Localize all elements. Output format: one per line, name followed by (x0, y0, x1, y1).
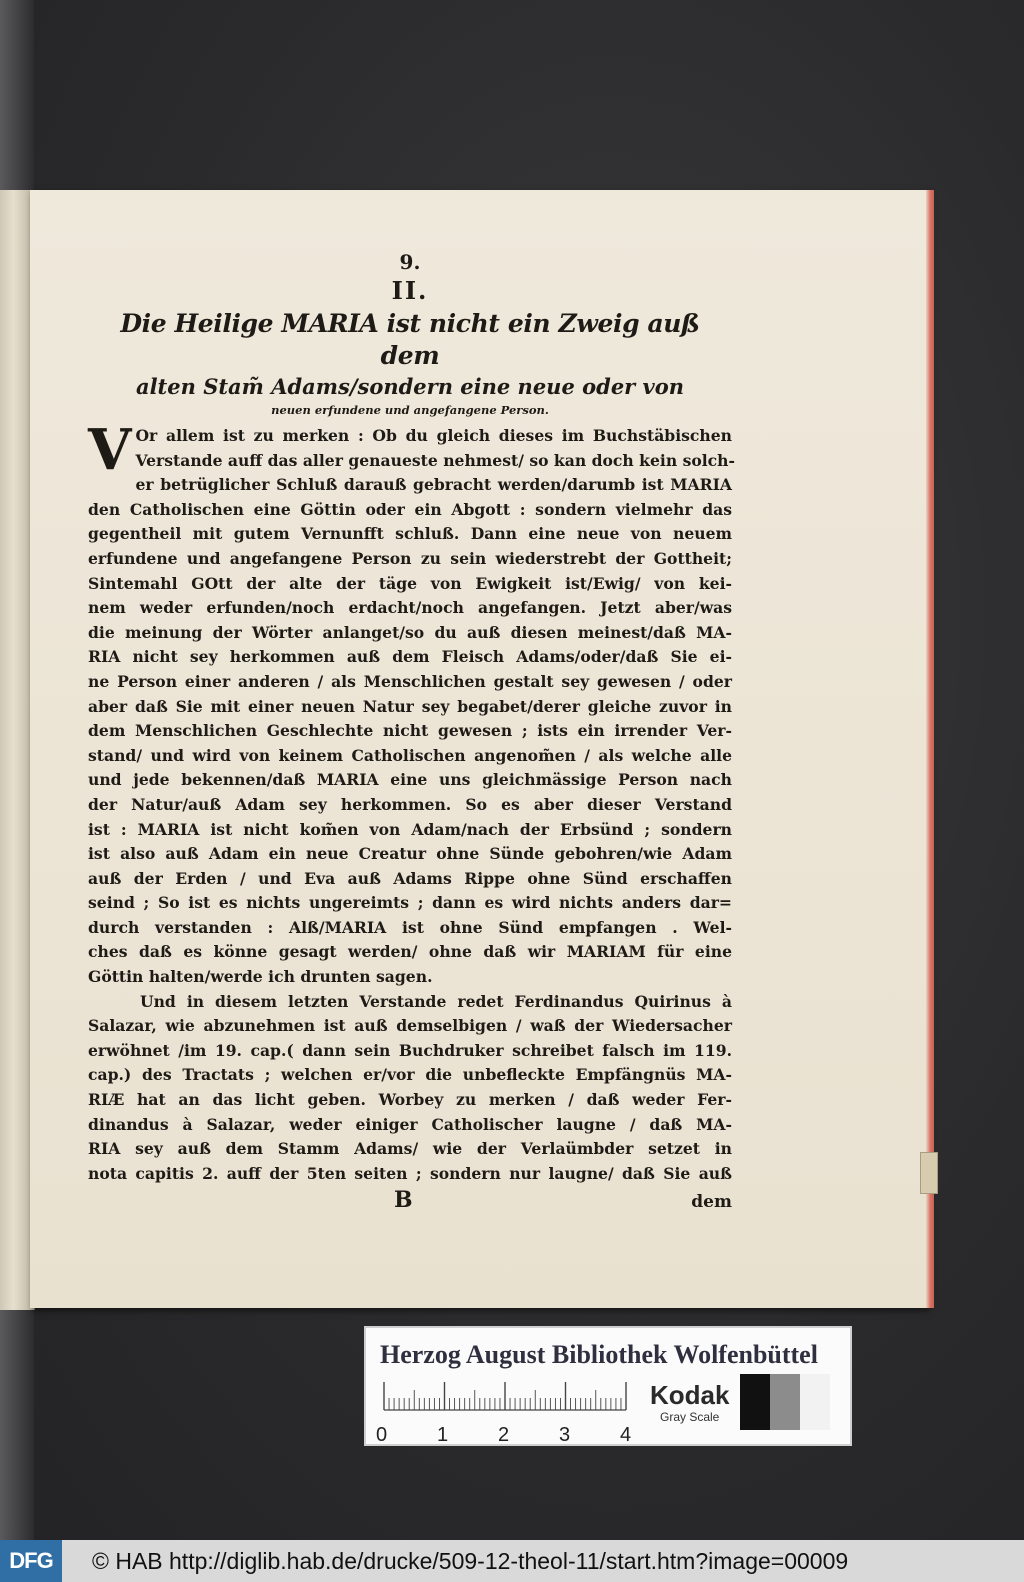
red-page-edge (926, 190, 934, 1308)
text-line: RIA sey auß dem Stamm Adams/ wie der Verlaümbder setzet in (88, 1139, 732, 1159)
text-line: die meinung der Wörter anlanget/so du auß diesen meinest/daß MA- (88, 622, 732, 642)
copyright-link[interactable]: © HAB http://diglib.hab.de/drucke/509-12-theol-11/start.htm?image=00009 (92, 1548, 849, 1574)
paper-tab-marker (920, 1152, 938, 1194)
text-line: Sintemahl GOtt der alte der täge von Ewigkeit ist/Ewig/ von kei- (88, 573, 732, 593)
library-title: Herzog August Bibliothek Wolfenbüttel (380, 1340, 818, 1369)
gray-swatch (800, 1374, 830, 1430)
chapter-number: II. (391, 276, 429, 305)
catchword: dem (691, 1192, 732, 1213)
text-line: nem weder erfunden/noch erdacht/noch angefangen. Jetzt aber/was (88, 598, 732, 618)
body-text (88, 417, 735, 1215)
text-line: der Natur/auß Adam sey herkommen. So es aber dieser Verstand (88, 794, 732, 814)
ruler-scale (380, 1380, 630, 1412)
text-line: ist : MARIA ist nicht kom̃en von Adam/nach der Erbsünd ; sondern (88, 819, 732, 839)
scale-card (364, 1326, 852, 1446)
text-line: RIÆ hat an das licht geben. Worbey zu merken / daß weder Fer- (88, 1090, 732, 1110)
paragraph-1 (88, 417, 735, 990)
drop-cap: V (88, 417, 132, 483)
text-line: cap.) des Tractats ; welchen er/vor die unbefleckte Empfängnüs MA- (88, 1065, 732, 1085)
text-line: seind ; So ist es nichts ungereimts ; dann es wird nichts anders dar= (88, 893, 732, 913)
text-line: gegentheil mit gutem Vernunfft schluß. Dann eine neue von neuem (88, 524, 732, 544)
text-line: dinandus à Salazar, weder einiger Catholischer laugne / daß MA- (88, 1114, 732, 1134)
kodak-logo: Kodak (650, 1380, 730, 1410)
gray-scale-label: Gray Scale (660, 1410, 720, 1424)
text-line: stand/ und wird von keinem Catholischen angenom̃en / als welche alle (88, 745, 732, 765)
dfg-logo: DFG (0, 1540, 62, 1582)
ruler-number: 1 (437, 1424, 449, 1446)
text-line: dem Menschlichen Geschlechte nicht gewesen ; ists ein irrender Ver- (88, 721, 732, 741)
ruler-numbers (376, 1424, 656, 1448)
text-line: ist also auß Adam ein neue Creatur ohne Sünde gebohren/wie Adam (88, 844, 732, 864)
ruler-number: 2 (498, 1424, 510, 1446)
page-number: 9. (399, 250, 421, 274)
book-page (30, 190, 928, 1308)
footer-bar (0, 1540, 1024, 1582)
gray-swatches (740, 1374, 830, 1430)
text-line: den Catholischen eine Göttin oder ein Abgott : sondern vielmehr das (88, 499, 732, 519)
catchword-line (88, 1188, 732, 1215)
text-line: nota capitis 2. auff der 5ten seiten ; sondern nur laugne/ daß Sie auß (88, 1163, 732, 1183)
signature-mark: B (394, 1187, 413, 1214)
chapter-heading-line-3: neuen erfundene und angefangene Person. (271, 403, 549, 417)
page-content (88, 250, 735, 1215)
chapter-heading-line-1: Die Heilige MARIA ist nicht ein Zweig auß dem (120, 309, 700, 370)
text-line: Göttin halten/werde ich drunten sagen. (88, 967, 433, 987)
paragraph-2 (88, 990, 732, 1187)
text-line: ne Person einer anderen / als Menschlichen gestalt sey gewesen / oder (88, 671, 732, 691)
text-line: Verstande auff das aller genaueste nehmest/ so kan doch kein solch- (135, 450, 735, 470)
ruler-number: 0 (376, 1424, 388, 1446)
text-line: Und in diesem letzten Verstande redet Ferdinandus Quirinus à (140, 991, 732, 1011)
chapter-heading-line-2: alten Stam̃ Adams/sondern eine neue oder von (135, 374, 685, 399)
text-line: erfundene und angefangene Person zu sein wiederstrebt der Gottheit; (88, 548, 732, 568)
text-line: RIA nicht sey herkommen auß dem Fleisch Adams/oder/daß Sie ei- (88, 647, 732, 667)
gray-swatch (740, 1374, 770, 1430)
text-line: aber daß Sie mit einer neuen Natur sey begabet/derer gleiche zuvor in (88, 696, 732, 716)
text-line: ches daß es könne gesagt werden/ ohne daß wir MARIAM für eine (88, 942, 732, 962)
text-line: und jede bekennen/daß MARIA eine uns gleichmässige Person nach (88, 770, 732, 790)
text-line: Salazar, wie abzunehmen ist auß demselbigen / waß der Wiedersacher (88, 1016, 732, 1036)
text-line: erwöhnet /im 19. cap.( dann sein Buchdruker schreibet falsch im 119. (88, 1040, 732, 1060)
text-line: auß der Erden / und Eva auß Adams Rippe ohne Sünd erschaffen (88, 868, 732, 888)
gray-swatch (770, 1374, 800, 1430)
ruler-number: 4 (620, 1424, 632, 1446)
text-line: er betrüglicher Schluß darauß gebracht werden/darumb ist MARIA (135, 475, 732, 495)
ruler-number: 3 (559, 1424, 571, 1446)
text-line: durch verstanden : Alß/MARIA ist ohne Sünd empfangen . Wel- (88, 917, 732, 937)
text-line: Or allem ist zu merken : Ob du gleich dieses im Buchstäbischen (135, 426, 732, 445)
